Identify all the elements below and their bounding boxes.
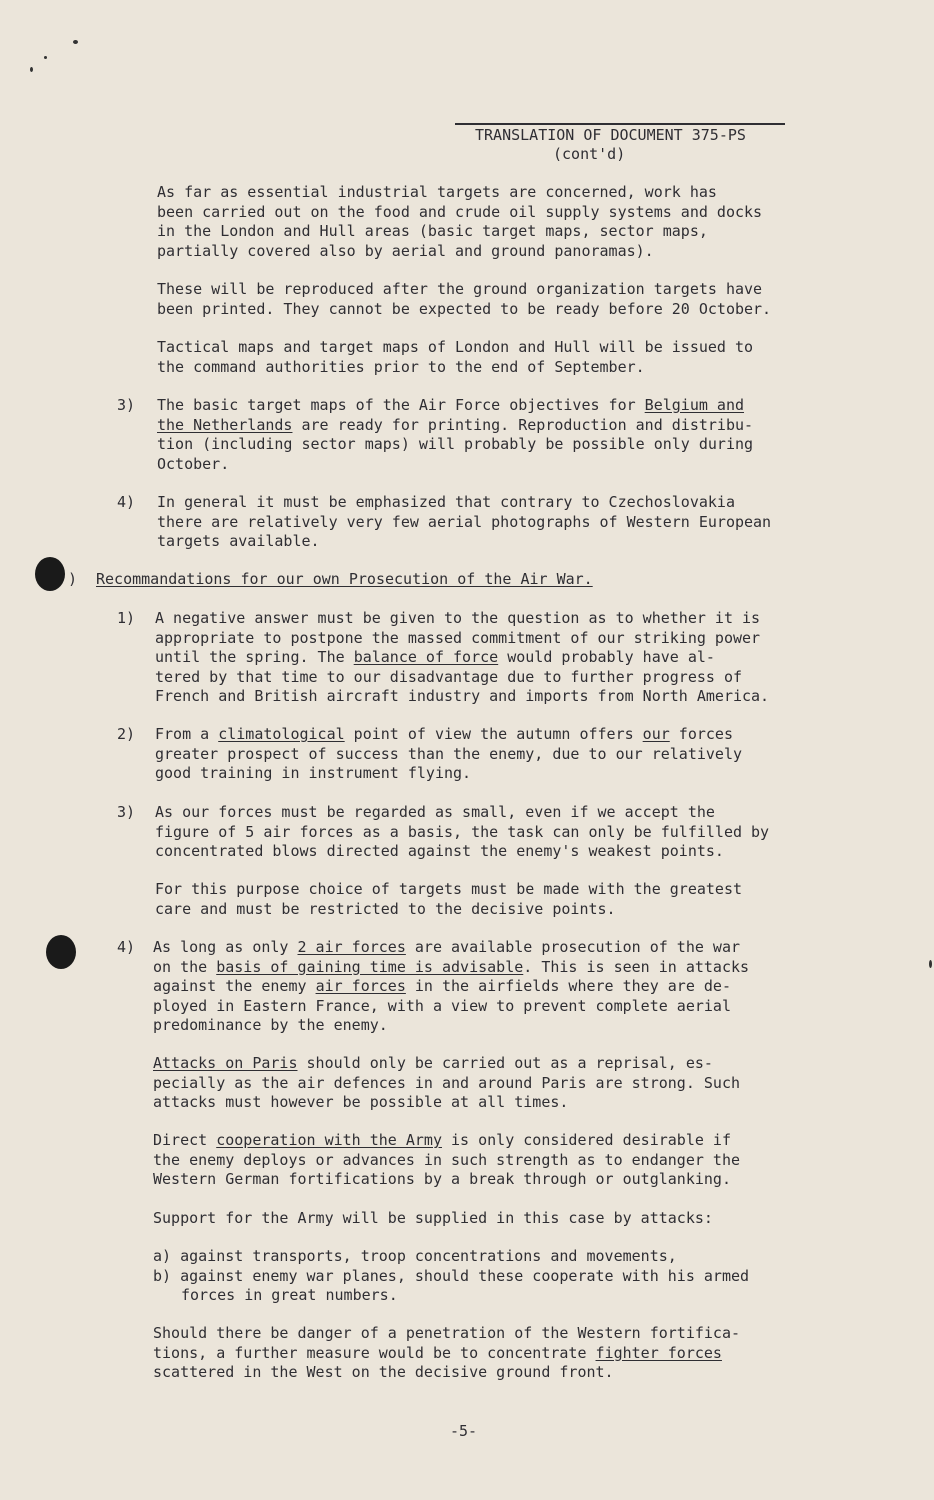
targets-paragraph	[155, 880, 742, 919]
text-line	[155, 648, 769, 668]
text-line: the command authorities prior to the end of September.	[157, 357, 645, 376]
text-line: there are relatively very few aerial photographs of Western European	[157, 512, 772, 531]
page-number: -5-	[450, 1422, 478, 1440]
underlined-text: air forces	[315, 977, 406, 995]
text-line: October.	[157, 454, 230, 473]
text-segment: From a	[155, 725, 219, 743]
text-segment: . This is seen in attacks	[523, 957, 750, 976]
text-segment: are ready for printing. Reproduction and distribu-	[292, 415, 754, 434]
text-segment: The basic target maps of the Air Force objectives for	[157, 396, 645, 414]
item-number: 2)	[117, 725, 136, 743]
ink-speck	[73, 40, 78, 44]
text-line: For this purpose choice of targets must be made with the greatest	[155, 880, 742, 898]
text-line: predominance by the enemy.	[153, 1016, 388, 1034]
text-segment: in the airfields where they are de-	[405, 977, 731, 995]
text-line: scattered in the West on the decisive ground front.	[153, 1363, 614, 1381]
item-number: 3)	[117, 396, 136, 414]
text-line: b) against enemy war planes, should these cooperate with his armed	[153, 1266, 750, 1285]
underlined-text: the Netherlands	[157, 415, 293, 434]
text-line: Tactical maps and target maps of London and Hull will be issued to	[157, 338, 754, 356]
document-subtitle: (cont'd)	[553, 145, 626, 163]
underlined-text: fighter forces	[595, 1343, 722, 1362]
text-line: Should there be danger of a penetration of the Western fortifica-	[153, 1324, 740, 1342]
underlined-text: balance of force	[353, 648, 499, 666]
text-segment: would probably have al-	[498, 648, 715, 666]
text-segment: on the	[153, 957, 217, 976]
text-segment: As long as only	[153, 938, 298, 956]
punch-hole-mark	[46, 935, 76, 969]
text-line: concentrated blows directed against the enemy's weakest points.	[155, 842, 724, 860]
text-line	[153, 977, 749, 997]
text-segment: should only be carried out as a reprisal, es-	[297, 1054, 713, 1072]
text-line	[153, 958, 749, 978]
text-line: attacks must however be possible at all times.	[153, 1093, 569, 1111]
ink-speck	[30, 67, 33, 72]
underlined-text: Attacks on Paris	[153, 1054, 298, 1072]
intro-paragraph-2	[157, 280, 771, 319]
underlined-text: cooperation with the Army	[216, 1131, 442, 1149]
text-line: Support for the Army will be supplied in this case by attacks:	[153, 1209, 713, 1227]
section-heading: Recommandations for our own Prosecution of the Air War.	[96, 570, 593, 588]
text-line	[157, 416, 753, 436]
underlined-text: climatological	[218, 725, 345, 743]
underlined-text: basis of gaining time is advisable	[216, 957, 524, 976]
text-line: forces in great numbers.	[181, 1286, 398, 1304]
army-cooperation-paragraph	[153, 1131, 740, 1190]
text-line	[153, 1131, 740, 1151]
text-segment: are available prosecution of the war	[405, 938, 741, 956]
text-segment: until the spring. The	[155, 648, 354, 666]
text-line: tered by that time to our disadvantage due to further progress of	[155, 667, 742, 686]
text-line	[153, 938, 749, 958]
text-line: These will be reproduced after the ground organization targets have	[157, 280, 763, 298]
punch-hole-mark	[35, 557, 65, 591]
attack-targets-list	[153, 1247, 749, 1306]
intro-paragraph-3	[157, 338, 753, 377]
text-segment: against the enemy	[153, 977, 316, 995]
item-number: 4)	[117, 938, 136, 956]
item-number: 4)	[117, 493, 136, 511]
text-line: tion (including sector maps) will probably be possible only during	[157, 435, 754, 453]
text-line: As far as essential industrial targets are concerned, work has	[157, 183, 717, 201]
text-line: pecially as the air defences in and around Paris are strong. Such	[153, 1073, 740, 1092]
text-line	[153, 1054, 740, 1074]
ink-speck	[44, 56, 47, 59]
text-segment: forces	[669, 725, 733, 743]
text-line: appropriate to postpone the massed commitment of our striking power	[155, 628, 761, 647]
text-line: a) against transports, troop concentrations and movements,	[153, 1247, 677, 1265]
underlined-text: our	[642, 725, 670, 743]
text-segment: is only considered desirable if	[442, 1131, 731, 1149]
attacks-on-paris-paragraph	[153, 1054, 740, 1113]
penetration-paragraph	[153, 1324, 740, 1383]
text-line: Western German fortifications by a break through or outglanking.	[153, 1170, 731, 1188]
text-segment: tions, a further measure would be to concentrate	[153, 1343, 596, 1362]
army-support-paragraph	[153, 1209, 713, 1229]
text-line: care and must be restricted to the decisive points.	[155, 899, 616, 918]
list-item-aerial-photos	[157, 493, 771, 552]
text-line: in the London and Hull areas (basic target maps, sector maps,	[157, 222, 708, 240]
text-line: been printed. They cannot be expected to be ready before 20 October.	[157, 299, 772, 318]
list-item-gaining-time	[153, 938, 749, 1036]
intro-paragraph-1	[157, 183, 762, 261]
list-item-belgium	[157, 396, 753, 474]
text-segment: point of view the autumn offers	[344, 725, 643, 743]
section-marker: )	[68, 570, 78, 588]
text-line: ployed in Eastern France, with a view to prevent complete aerial	[153, 996, 731, 1015]
text-line: been carried out on the food and crude oil supply systems and docks	[157, 202, 763, 221]
header-rule	[455, 123, 785, 125]
item-number: 1)	[117, 609, 136, 627]
document-title: TRANSLATION OF DOCUMENT 375-PS	[475, 126, 746, 144]
text-line: French and British aircraft industry and imports from North America.	[155, 687, 770, 705]
text-line: good training in instrument flying.	[155, 764, 472, 782]
item-number: 3)	[117, 803, 136, 821]
text-line: partially covered also by aerial and ground panoramas).	[157, 241, 654, 260]
text-line	[157, 396, 753, 416]
text-line: A negative answer must be given to the question as to whether it is	[155, 609, 761, 627]
text-line: the enemy deploys or advances in such strength as to endanger the	[153, 1150, 740, 1169]
underlined-text: Belgium and	[644, 396, 745, 414]
text-line: As our forces must be regarded as small, even if we accept the	[155, 803, 715, 821]
text-segment: Direct	[153, 1131, 217, 1149]
text-line	[153, 1344, 740, 1364]
text-line: greater prospect of success than the enemy, due to our relatively	[155, 744, 742, 763]
text-line: figure of 5 air forces as a basis, the task can only be fulfilled by	[155, 822, 770, 841]
text-line	[155, 725, 742, 745]
list-item-negative-answer	[155, 609, 769, 707]
ink-speck	[929, 960, 932, 968]
text-line: targets available.	[157, 532, 320, 550]
list-item-small-forces	[155, 803, 769, 862]
text-line: In general it must be emphasized that contrary to Czechoslovakia	[157, 493, 735, 511]
list-item-climatological	[155, 725, 742, 784]
underlined-text: 2 air forces	[297, 938, 406, 956]
